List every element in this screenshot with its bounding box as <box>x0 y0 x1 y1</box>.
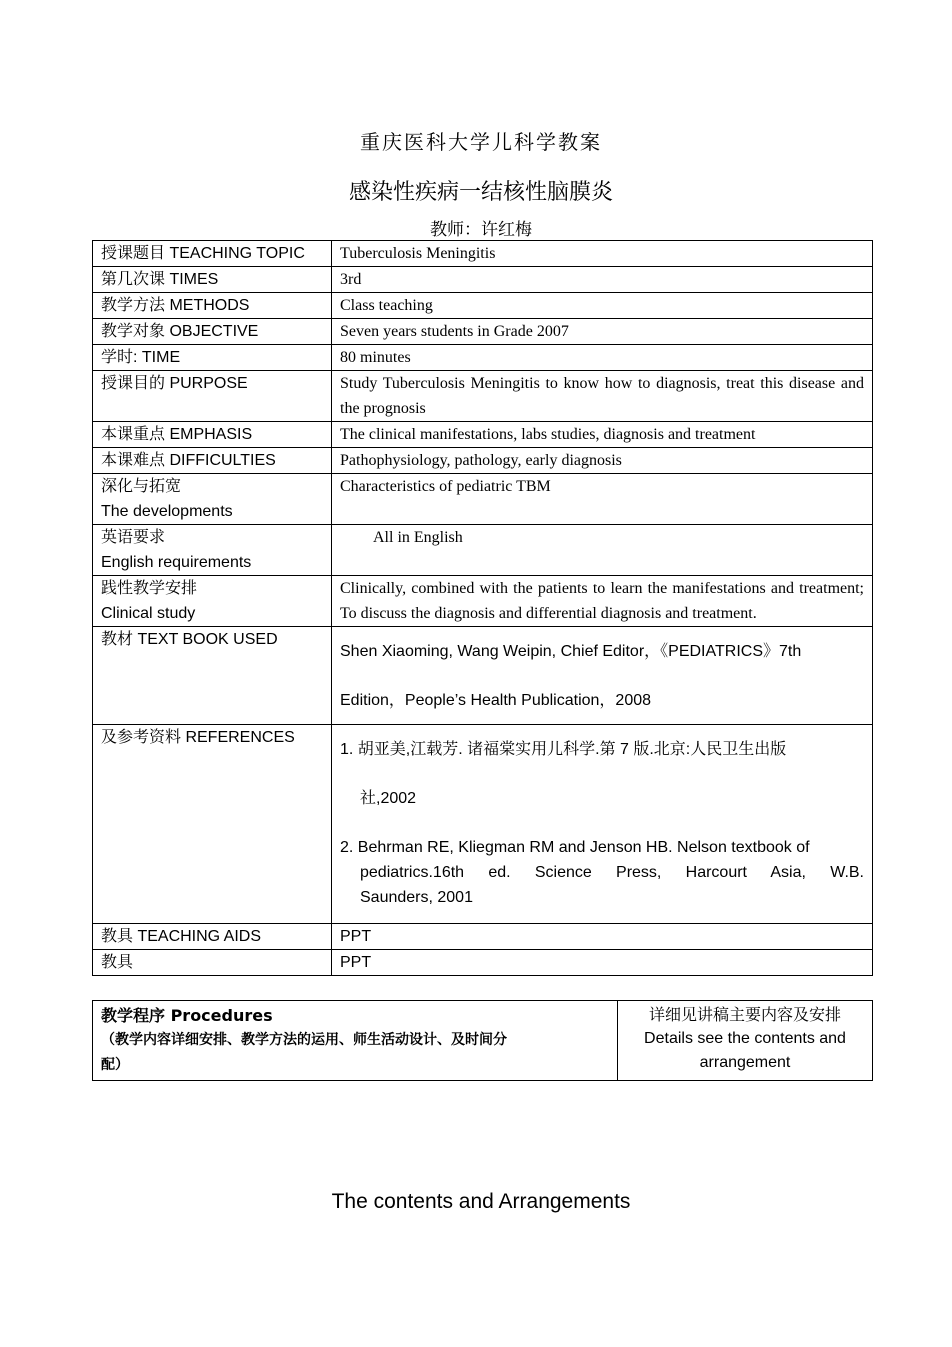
label-topic: 授课题目 TEACHING TOPIC <box>93 241 332 267</box>
value-english: All in English <box>332 525 873 576</box>
row-aids-2 <box>93 950 873 976</box>
row-developments <box>93 474 873 525</box>
label-times: 第几次课 TIMES <box>93 267 332 293</box>
row-time <box>93 345 873 371</box>
textbook-line-2: Edition，People’s Health Publication，2008 <box>340 692 652 709</box>
lesson-title: 感染性疾病一结核性脑膜炎 <box>348 180 613 205</box>
label-english-cn: 英语要求 <box>101 529 166 546</box>
label-time: 学时: TIME <box>93 345 332 371</box>
label-references: 及参考资料 REFERENCES <box>93 725 332 924</box>
label-aids-2: 教具 <box>93 950 332 976</box>
label-developments-cn: 深化与拓宽 <box>101 478 182 495</box>
procedures-subtitle-line-1: （教学内容详细安排、教学方法的运用、师生活动设计、及时间分 <box>101 1032 507 1048</box>
label-developments-en: The developments <box>101 503 233 520</box>
reference-2-line-1: 2. Behrman RE, Kliegman RM and Jenson HB. Nelson textbook of <box>340 839 810 856</box>
label-emphasis: 本课重点 EMPHASIS <box>93 422 332 448</box>
value-objective: Seven years students in Grade 2007 <box>332 319 873 345</box>
teacher-name: 教师：许红梅 <box>430 220 532 240</box>
label-purpose: 授课目的 PURPOSE <box>93 371 332 422</box>
label-english-en: English requirements <box>101 554 252 571</box>
value-clinical: Clinically, combined with the patients to learn the manifestations and treatment; To discuss the diagnosis and differential diagnosis and treatment. <box>332 576 873 627</box>
label-developments <box>93 474 332 525</box>
section-heading: The contents and Arrangements <box>331 1190 631 1213</box>
label-difficulties: 本课难点 DIFFICULTIES <box>93 448 332 474</box>
row-methods <box>93 293 873 319</box>
row-objective <box>93 319 873 345</box>
row-emphasis <box>93 422 873 448</box>
row-clinical <box>93 576 873 627</box>
reference-1-line-2: 社,2002 <box>360 790 417 807</box>
procedures-cell <box>93 1001 618 1081</box>
row-references <box>93 725 873 924</box>
value-textbook <box>332 627 873 725</box>
value-time: 80 minutes <box>332 345 873 371</box>
row-purpose <box>93 371 873 422</box>
row-times <box>93 267 873 293</box>
row-aids <box>93 924 873 950</box>
value-difficulties: Pathophysiology, pathology, early diagnosis <box>332 448 873 474</box>
label-methods: 教学方法 METHODS <box>93 293 332 319</box>
row-textbook <box>93 627 873 725</box>
label-objective: 教学对象 OBJECTIVE <box>93 319 332 345</box>
reference-1-line-1: 1. 胡亚美,江载芳. 诸福棠实用儿科学.第 7 版.北京:人民卫生出版 <box>340 741 787 758</box>
label-aids: 教具 TEACHING AIDS <box>93 924 332 950</box>
value-aids: PPT <box>332 924 873 950</box>
value-purpose: Study Tuberculosis Meningitis to know how to diagnosis, treat this disease and the prognosis <box>332 371 873 422</box>
procedures-details-en-line-1: Details see the contents and <box>644 1030 846 1047</box>
lesson-plan-table <box>92 240 873 976</box>
reference-2-line-2: pediatrics.16th ed. Science Press, Harcourt Asia, W.B. <box>360 864 864 881</box>
label-english <box>93 525 332 576</box>
value-topic: Tuberculosis Meningitis <box>332 241 873 267</box>
procedures-subtitle-line-2: 配） <box>101 1057 129 1073</box>
value-times: 3rd <box>332 267 873 293</box>
row-topic <box>93 241 873 267</box>
textbook-line-1: Shen Xiaoming, Wang Weipin, Chief Editor，《PEDIATRICS》7th <box>340 643 802 660</box>
procedures-details-cell <box>618 1001 873 1081</box>
procedures-table <box>92 1000 873 1081</box>
value-emphasis: The clinical manifestations, labs studies, diagnosis and treatment <box>332 422 873 448</box>
label-clinical <box>93 576 332 627</box>
label-textbook: 教材 TEXT BOOK USED <box>93 627 332 725</box>
value-references <box>332 725 873 924</box>
reference-2-line-3: Saunders, 2001 <box>360 889 473 906</box>
procedures-title: 教学程序 Procedures <box>101 1006 273 1025</box>
label-clinical-en: Clinical study <box>101 605 196 622</box>
value-developments: Characteristics of pediatric TBM <box>332 474 873 525</box>
row-english <box>93 525 873 576</box>
row-procedures <box>93 1001 873 1081</box>
procedures-details-cn: 详细见讲稿主要内容及安排 <box>648 1005 841 1024</box>
procedures-details-en-line-2: arrangement <box>699 1054 791 1071</box>
row-difficulties <box>93 448 873 474</box>
label-clinical-cn: 践性教学安排 <box>101 580 198 597</box>
value-methods: Class teaching <box>332 293 873 319</box>
value-aids-2: PPT <box>332 950 873 976</box>
document-title: 重庆医科大学儿科学教案 <box>360 130 602 154</box>
